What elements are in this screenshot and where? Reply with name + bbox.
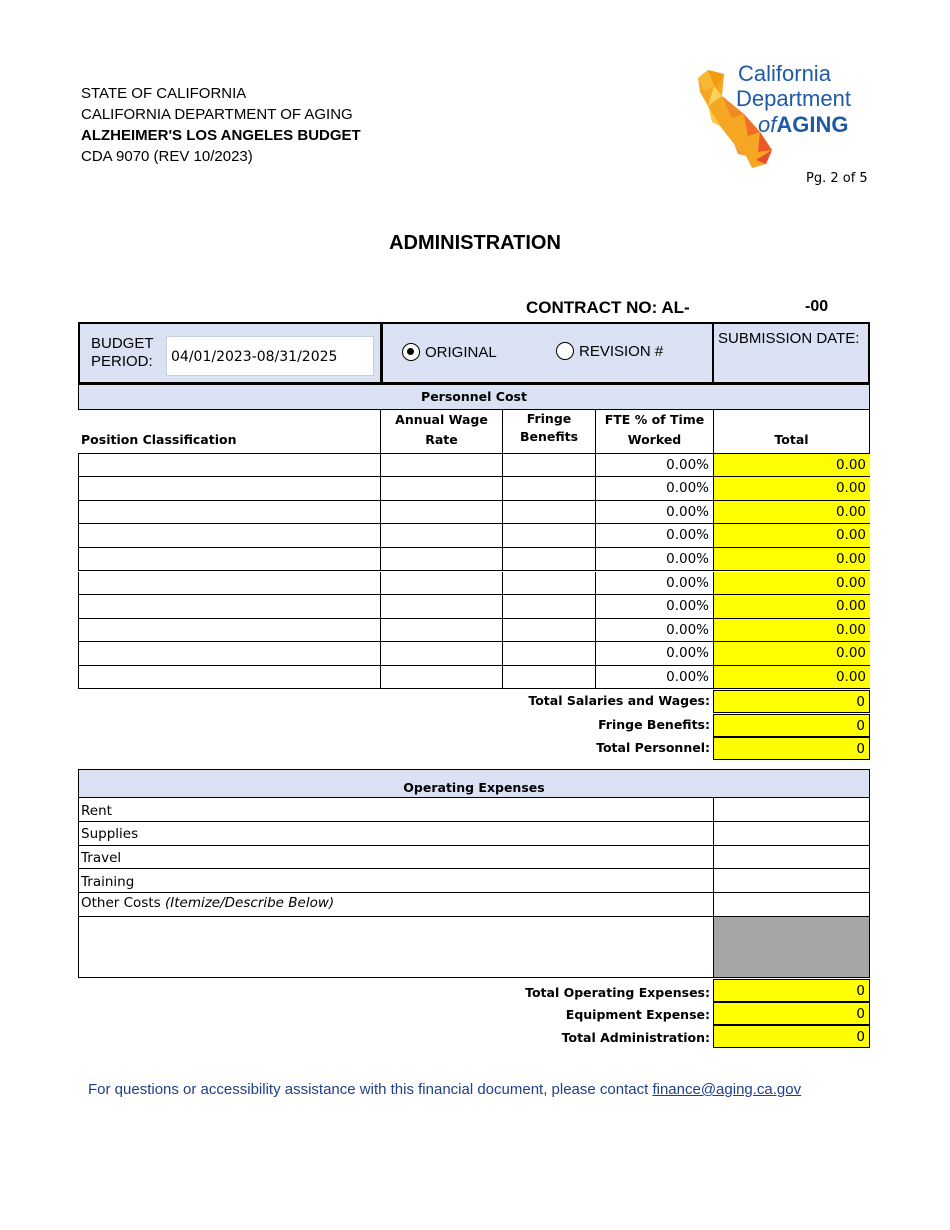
total-personnel-value: 0 <box>713 737 870 760</box>
original-label: ORIGINAL <box>425 344 497 361</box>
other-costs-description-input[interactable] <box>79 917 712 977</box>
submission-date-label: SUBMISSION DATE: <box>718 330 860 347</box>
table-row <box>78 666 870 690</box>
op-rent-label: Rent <box>81 803 112 819</box>
col-total: Total <box>713 410 870 454</box>
page-number: Pg. 2 of 5 <box>806 171 868 186</box>
table-row <box>78 548 870 572</box>
fte-cell[interactable]: 0.00% <box>595 524 713 547</box>
position-cell[interactable] <box>78 619 380 642</box>
fte-cell[interactable]: 0.00% <box>595 666 713 689</box>
total-cell: 0.00 <box>713 642 870 665</box>
fringe-cell[interactable] <box>502 454 595 477</box>
original-radio[interactable] <box>402 343 420 361</box>
budget-period-cell <box>80 324 383 382</box>
fringe-cell[interactable] <box>502 666 595 689</box>
op-training-label: Training <box>81 874 135 890</box>
op-travel-label: Travel <box>81 850 122 866</box>
fringe-cell[interactable] <box>502 572 595 595</box>
table-row <box>78 595 870 619</box>
budget-period-label: BUDGET PERIOD: <box>91 335 154 370</box>
total-cell: 0.00 <box>713 619 870 642</box>
col-fte: FTE % of Time Worked <box>595 410 713 454</box>
logo-text-aging: ofAGING <box>758 112 849 137</box>
fringe-cell[interactable] <box>502 477 595 500</box>
other-costs-total-shaded <box>714 917 869 977</box>
position-cell[interactable] <box>78 595 380 618</box>
equipment-expense-value: 0 <box>713 1002 870 1025</box>
col-position-classification: Position Classification <box>81 432 237 447</box>
total-personnel-label: Total Personnel: <box>596 740 710 755</box>
wage-cell[interactable] <box>380 642 502 665</box>
revision-label: REVISION # <box>579 343 664 360</box>
op-supplies-label: Supplies <box>81 826 139 842</box>
table-row <box>78 524 870 548</box>
table-row <box>78 619 870 643</box>
op-travel-input[interactable] <box>714 846 868 868</box>
total-cell: 0.00 <box>713 572 870 595</box>
total-administration-label: Total Administration: <box>561 1030 710 1045</box>
wage-cell[interactable] <box>380 477 502 500</box>
header-state: STATE OF CALIFORNIA <box>81 85 247 102</box>
wage-cell[interactable] <box>380 524 502 547</box>
header-budget-name: ALZHEIMER'S LOS ANGELES BUDGET <box>81 127 361 144</box>
total-salaries-label: Total Salaries and Wages: <box>528 693 710 708</box>
budget-period-field[interactable]: 04/01/2023-08/31/2025 <box>166 336 374 376</box>
wage-cell[interactable] <box>380 572 502 595</box>
total-cell: 0.00 <box>713 454 870 477</box>
fringe-cell[interactable] <box>502 619 595 642</box>
contract-label: CONTRACT NO: AL- <box>526 298 690 317</box>
fte-cell[interactable]: 0.00% <box>595 548 713 571</box>
revision-radio[interactable] <box>556 342 574 360</box>
total-cell: 0.00 <box>713 666 870 689</box>
submission-date-cell[interactable] <box>712 324 872 382</box>
fte-cell[interactable]: 0.00% <box>595 642 713 665</box>
fringe-cell[interactable] <box>502 548 595 571</box>
position-cell[interactable] <box>78 548 380 571</box>
wage-cell[interactable] <box>380 548 502 571</box>
finance-email-link[interactable]: finance@aging.ca.gov <box>652 1081 802 1098</box>
col-fringe-benefits: Fringe Benefits <box>502 410 595 454</box>
fringe-cell[interactable] <box>502 642 595 665</box>
fringe-cell[interactable] <box>502 595 595 618</box>
cda-logo <box>694 56 884 176</box>
header-department: CALIFORNIA DEPARTMENT OF AGING <box>81 106 353 123</box>
table-row <box>78 454 870 478</box>
fte-cell[interactable]: 0.00% <box>595 595 713 618</box>
wage-cell[interactable] <box>380 501 502 524</box>
table-row <box>78 642 870 666</box>
footer-contact: For questions or accessibility assistance with this financial document, please contact finance@aging.ca.gov <box>88 1081 802 1098</box>
operating-section-header: Operating Expenses <box>78 769 870 798</box>
total-cell: 0.00 <box>713 501 870 524</box>
contract-suffix: -00 <box>805 298 829 315</box>
position-cell[interactable] <box>78 454 380 477</box>
op-training-input[interactable] <box>714 869 868 892</box>
total-salaries-value: 0 <box>713 690 870 713</box>
table-row <box>78 501 870 525</box>
table-row <box>78 572 870 596</box>
position-cell[interactable] <box>78 642 380 665</box>
equipment-expense-label: Equipment Expense: <box>565 1007 710 1022</box>
op-other-costs-label: Other Costs (Itemize/Describe Below) <box>81 895 335 911</box>
fringe-benefits-value: 0 <box>713 714 870 737</box>
wage-cell[interactable] <box>380 454 502 477</box>
op-supplies-input[interactable] <box>714 822 868 845</box>
fringe-cell[interactable] <box>502 524 595 547</box>
fte-cell[interactable]: 0.00% <box>595 454 713 477</box>
fte-cell[interactable]: 0.00% <box>595 619 713 642</box>
fringe-benefits-label: Fringe Benefits: <box>598 717 710 732</box>
wage-cell[interactable] <box>380 666 502 689</box>
position-cell[interactable] <box>78 572 380 595</box>
total-cell: 0.00 <box>713 524 870 547</box>
position-cell[interactable] <box>78 666 380 689</box>
total-cell: 0.00 <box>713 548 870 571</box>
total-operating-label: Total Operating Expenses: <box>525 985 710 1000</box>
position-cell[interactable] <box>78 477 380 500</box>
page-title: ADMINISTRATION <box>389 232 561 254</box>
fte-cell[interactable]: 0.00% <box>595 572 713 595</box>
position-cell[interactable] <box>78 524 380 547</box>
logo-text-california: California <box>738 61 831 86</box>
col-annual-wage: Annual Wage Rate <box>380 410 502 454</box>
total-operating-value: 0 <box>713 979 870 1002</box>
total-administration-value: 0 <box>713 1025 870 1048</box>
personnel-section-header: Personnel Cost <box>78 384 870 410</box>
logo-text-department: Department <box>736 86 851 111</box>
fringe-cell[interactable] <box>502 501 595 524</box>
fte-cell[interactable]: 0.00% <box>595 501 713 524</box>
budget-header-box <box>78 322 870 384</box>
total-cell: 0.00 <box>713 477 870 500</box>
position-cell[interactable] <box>78 501 380 524</box>
header-form-number: CDA 9070 (REV 10/2023) <box>81 148 253 165</box>
op-rent-input[interactable] <box>714 799 868 821</box>
table-row <box>78 477 870 501</box>
wage-cell[interactable] <box>380 595 502 618</box>
fte-cell[interactable]: 0.00% <box>595 477 713 500</box>
total-cell: 0.00 <box>713 595 870 618</box>
wage-cell[interactable] <box>380 619 502 642</box>
